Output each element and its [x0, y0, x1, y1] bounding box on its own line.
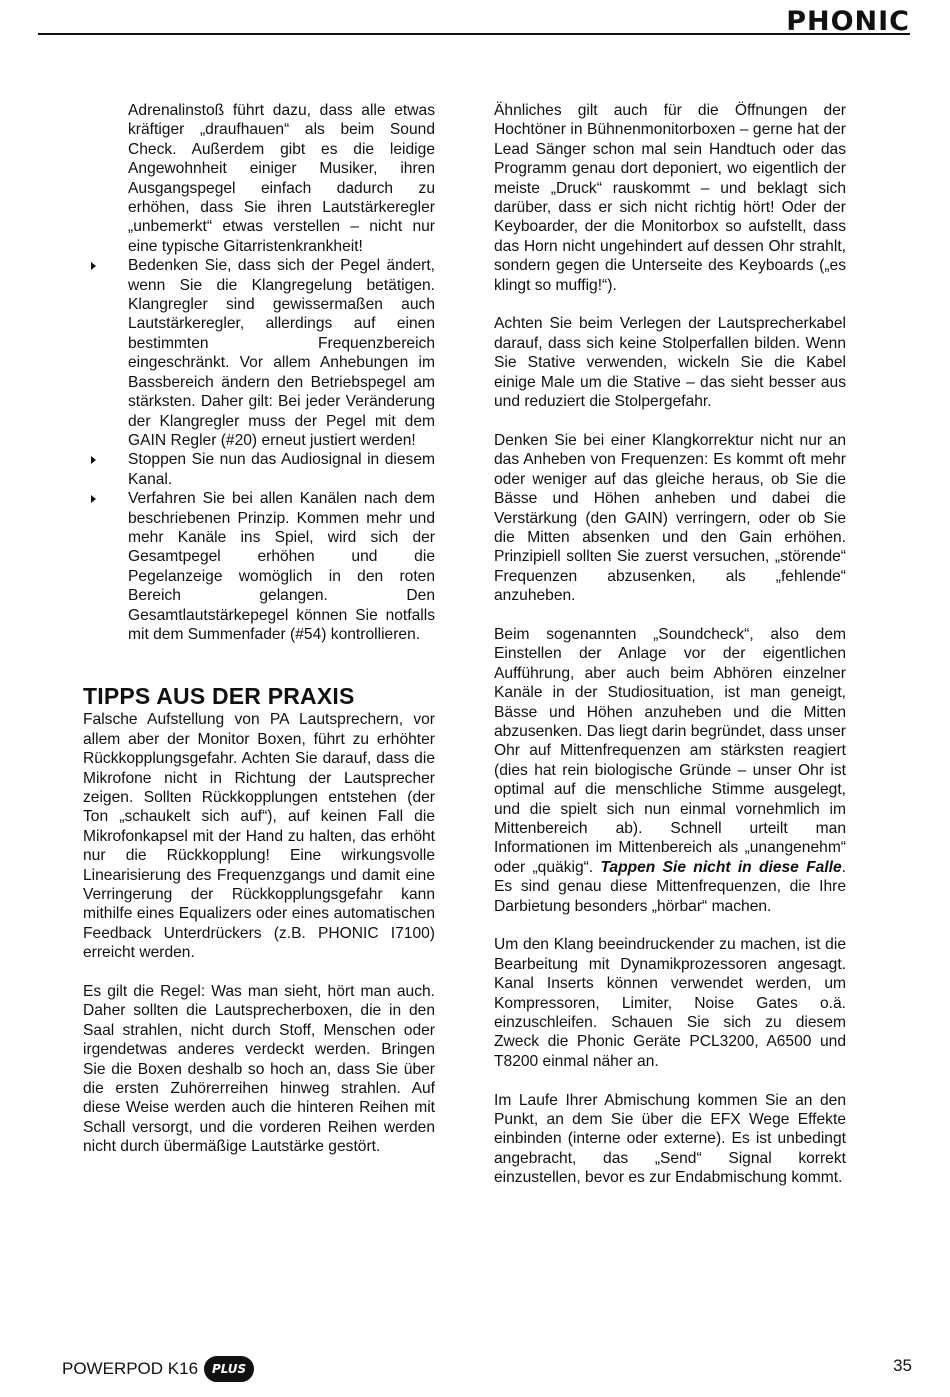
body-paragraph: Um den Klang beeindruckender zu machen, ist die Bearbeitung mit Dynamikprozessoren angesagt. Kanal Inserts können verwendet werden, um Kompressoren, Limiter, Noise Gates o.ä. einzuschleifen. Schauen Sie sich zu diesem Zweck die Phonic Geräte PCL3200, A6500 und T8200 einmal näher an. — [494, 936, 846, 1070]
bullet-item: Bedenken Sie, dass sich der Pegel ändert, wenn Sie die Klangregelung betätigen. Klangregler sind gewissermaßen auch Lautstärkeregler, allerdings auf einen bestimmten Frequenzbereich eingeschränkt. Vor allem Anhebungen im Bassbereich ändern den Betriebspegel am stärksten. Daher gilt: Bei jeder Veränderung der Klangregler muss der Pegel mit dem GAIN Regler (#20) erneut justiert werden! — [83, 256, 435, 450]
bullet-arrow-icon — [91, 262, 96, 270]
bullet-item: Verfahren Sie bei allen Kanälen nach dem beschriebenen Prinzip. Kommen mehr und mehr Kanäle ins Spiel, wird sich der Gesamtpegel erhöhen und die Pegelanzeige womöglich in den roten Bereich gelangen. Den Gesamtlautstärkepegel können Sie notfalls mit dem Summenfader (#54) kontrollieren. — [83, 489, 435, 644]
header-rule — [38, 33, 910, 35]
body-paragraph: Achten Sie beim Verlegen der Lautsprecherkabel darauf, dass sich keine Stolperfallen bilden. Wenn Sie Stative verwenden, wickeln Sie die Kabel einige Male um die Stative – das sieht besser aus und reduziert die Stolpergefahr. — [494, 315, 846, 411]
bullet-item: Stoppen Sie nun das Audiosignal in diesem Kanal. — [83, 450, 435, 489]
bullet-arrow-icon — [91, 456, 96, 464]
body-paragraph: Es gilt die Regel: Was man sieht, hört man auch. Daher sollten die Lautsprecherboxen, die in den Saal strahlen, nicht durch Stoff, Menschen oder irgendetwas anderes verdeckt werden. Bringen Sie die Boxen deshalb so hoch an, dass Sie über die ersten Zuhörerreihen hinweg strahlen. Auf diese Weise werden auch die hinteren Reihen mit Schall versorgt, und die vorderen Reihen werden nicht durch übermäßige Lautstärke gestört. — [83, 983, 435, 1156]
body-paragraph: Im Laufe Ihrer Abmischung kommen Sie an den Punkt, an dem Sie über die EFX Wege Effekte einbinden (interne oder externe). Es ist unbedingt angebracht, das „Send“ Signal korrekt einzustellen, bevor es zur Endabmischung kommt. — [494, 1091, 846, 1187]
product-name: POWERPOD K16 — [62, 1359, 199, 1378]
left-column — [83, 101, 435, 1157]
body-paragraph: Ähnliches gilt auch für die Öffnungen der Hochtöner in Bühnenmonitorboxen – gerne hat der Lead Sänger schon mal sein Handtuch oder das Programm genau dort deponiert, wo eigentlich der meiste „Druck“ rauskommt – und beklagt sich darüber, dass er sich nicht richtig hört! Oder der Keyboarder, der die Monitorbox so aufstellt, dass das Horn nicht ungehindert auf dessen Ohr strahlt, sondern gegen die Unterseite des Keyboards („es klingt so muffig!“). — [494, 102, 846, 294]
emphasis-text: Tappen Sie nicht in diese Falle — [600, 858, 842, 876]
bullet-arrow-icon — [91, 495, 96, 503]
section-heading: TIPPS AUS DER PRAXIS — [83, 683, 355, 710]
plus-badge-logo: PLUS — [204, 1356, 254, 1382]
page-number: 35 — [893, 1356, 912, 1375]
body-paragraph: Denken Sie bei einer Klangkorrektur nicht nur an das Anheben von Frequenzen: Es kommt oft mehr oder weniger auf das gleiche heraus, ob Sie die Bässe und Höhen anheben und dabei die Verstärkung (den GAIN) verringern, oder ob Sie die Mitten absenken und den Gain erhöhen. Prinzipiell sollten Sie zuerst versuchen, „störende“ Frequenzen abzusenken, als „fehlende“ anzuheben. — [494, 431, 846, 605]
body-paragraph: Beim sogenannten „Soundcheck“, also dem Einstellen der Anlage vor der eigentlichen Aufführung, aber auch beim Abhören einzelner Kanäle in der Studiosituation, ist man geneigt, Bässe und Höhen anzuheben und die Mitten abzusenken. Das liegt darin begründet, dass unser Ohr auf Mittenfrequenzen am stärksten reagiert (dies hat rein biologische Gründe – unser Ohr ist optimal auf die menschliche Stimme ausgelegt, und die spielt sich nun einmal vornehmlich im Mittenbereich ab). Schnell urteilt man Informationen im Mittenbereich als „unangenehm“ oder „quäkig“. Tappen Sie nicht in diese Falle. Es sind genau diese Mittenfrequenzen, die Ihre Darbietung besonders „hörbar“ machen. — [494, 625, 846, 915]
body-paragraph: Falsche Aufstellung von PA Lautsprechern, vor allem aber der Monitor Boxen, führt zu erhöhter Rückkopplungsgefahr. Achten Sie darauf, dass die Mikrofone nicht in Richtung der Lautsprecher zeigen. Sollten Rückkopplungen entstehen (der Ton „schaukelt sich auf“), auf keinen Fall die Mikrofonkapsel mit der Hand zu halten, das erhöht nur die Rückkopplung! Eine wirkungsvolle Linearisierung des Frequenzgangs und damit eine Verringerung der Rückkopplungsgefahr kann mithilfe eines Equalizers oder eines automatischen Feedback Unterdrückers (z.B. PHONIC I7100) erreicht werden. — [83, 711, 435, 962]
brand-logo: PHONIC — [786, 6, 910, 37]
footer-product — [62, 1356, 254, 1382]
right-column — [494, 101, 846, 1188]
intro-paragraph: Adrenalinstoß führt dazu, dass alle etwas kräftiger „draufhauen“ als beim Sound Check. Außerdem gibt es die leidige Angewohnheit einiger Musiker, ihren Ausgangspegel einfach dadurch zu erhöhen, dass Sie ihren Lautstärkeregler „unbemerkt“ etwas verstellen – nicht nur eine typische Gitarristenkrankheit! — [128, 102, 435, 255]
